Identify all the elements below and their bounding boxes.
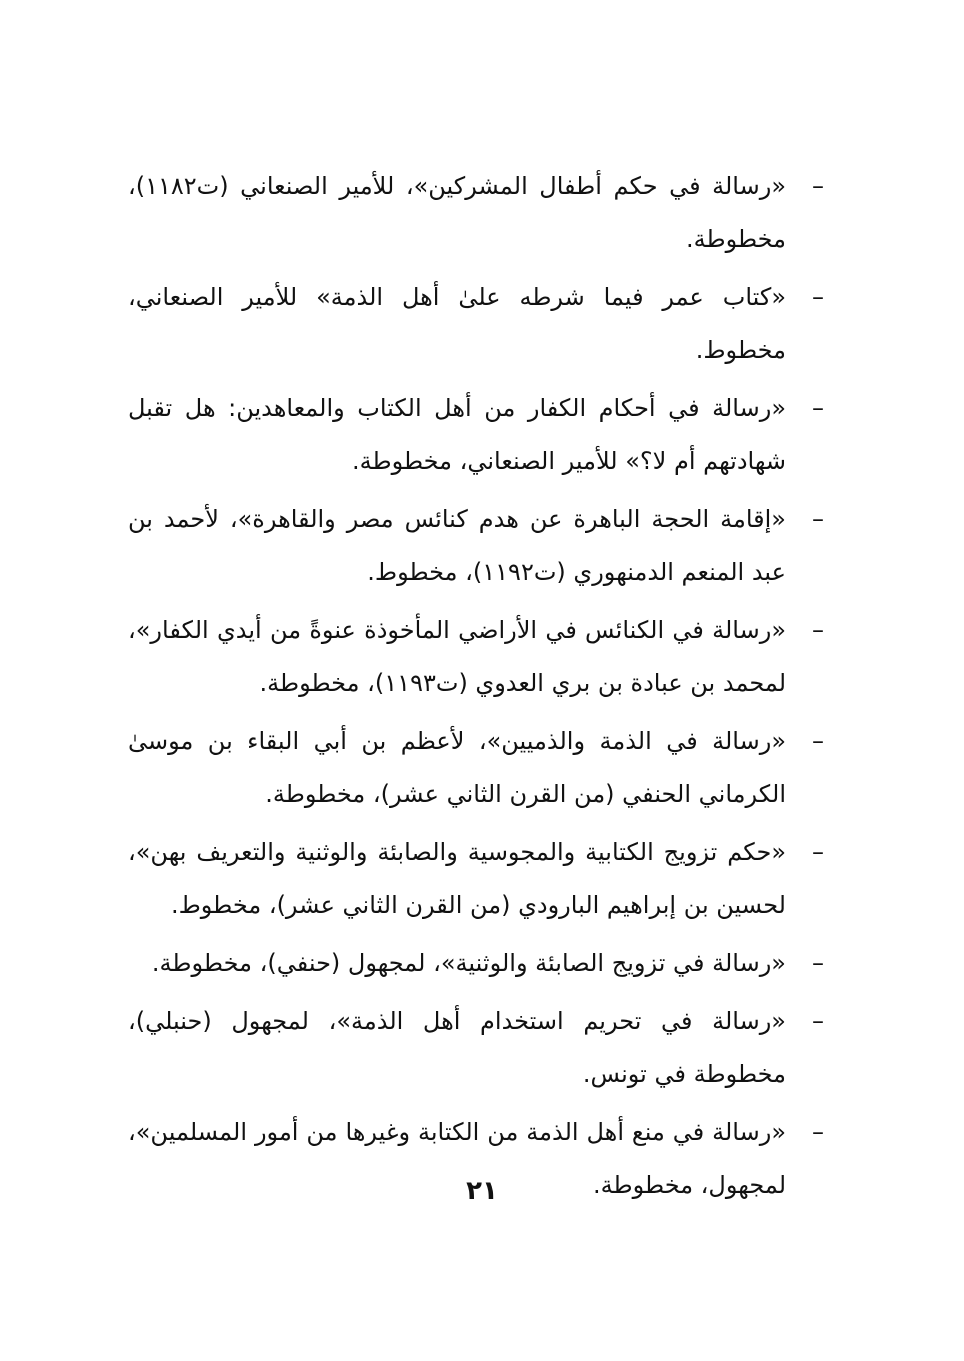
bullet-dash: – xyxy=(812,1118,824,1146)
list-item xyxy=(128,715,830,821)
bullet-dash: – xyxy=(812,394,824,422)
bullet-dash: – xyxy=(812,1007,824,1035)
bullet-dash: – xyxy=(812,616,824,644)
list-item xyxy=(128,604,830,710)
list-item xyxy=(128,493,830,599)
bullet-dash: – xyxy=(812,172,824,200)
list-item xyxy=(128,382,830,488)
list-item xyxy=(128,937,830,990)
item-text: «رسالة في منع أهل الذمة من الكتابة وغيرها من أمور المسلمين»، لمجهول، مخطوطة. xyxy=(128,1118,786,1199)
bullet-dash: – xyxy=(812,727,824,755)
list-item xyxy=(128,271,830,377)
item-text: «كتاب عمر فيما شرطه علىٰ أهل الذمة» للأمير الصنعاني، مخطوط. xyxy=(128,283,786,364)
item-text: «رسالة في أحكام الكفار من أهل الكتاب والمعاهدين: هل تقبل شهادتهم أم لا؟» للأمير الصنعاني، مخطوطة. xyxy=(128,394,786,475)
item-text: «رسالة في تحريم استخدام أهل الذمة»، لمجهول (حنبلي)، مخطوطة في تونس. xyxy=(128,1007,786,1088)
list-item xyxy=(128,160,830,266)
bullet-dash: – xyxy=(812,283,824,311)
list-item xyxy=(128,995,830,1101)
item-text: «إقامة الحجة الباهرة عن هدم كنائس مصر والقاهرة»، لأحمد بن عبد المنعم الدمنهوري (ت١١٩٢)، مخطوط. xyxy=(128,505,786,586)
item-text: «حكم تزويج الكتابية والمجوسية والصابئة والوثنية والتعريف بهن»، لحسين بن إبراهيم البارودي (من القرن الثاني عشر)، مخطوط. xyxy=(128,838,786,919)
bullet-dash: – xyxy=(812,949,824,977)
item-text: «رسالة في الذمة والذميين»، لأعظم بن أبي البقاء بن موسىٰ الكرماني الحنفي (من القرن الثاني عشر)، مخطوطة. xyxy=(128,727,786,808)
page-number: ٢١ xyxy=(466,1176,498,1206)
bullet-dash: – xyxy=(812,838,824,866)
list-item xyxy=(128,826,830,932)
bibliography-list xyxy=(128,160,830,1217)
item-text: «رسالة في الكنائس في الأراضي المأخوذة عنوةً من أيدي الكفار»، لمحمد بن عبادة بن بري العدوي (ت١١٩٣)، مخطوطة. xyxy=(128,616,786,697)
item-text: «رسالة في تزويج الصابئة والوثنية»، لمجهول (حنفي)، مخطوطة. xyxy=(151,949,786,977)
bullet-dash: – xyxy=(812,505,824,533)
item-text: «رسالة في حكم أطفال المشركين»، للأمير الصنعاني (ت١١٨٢)، مخطوطة. xyxy=(128,172,786,253)
